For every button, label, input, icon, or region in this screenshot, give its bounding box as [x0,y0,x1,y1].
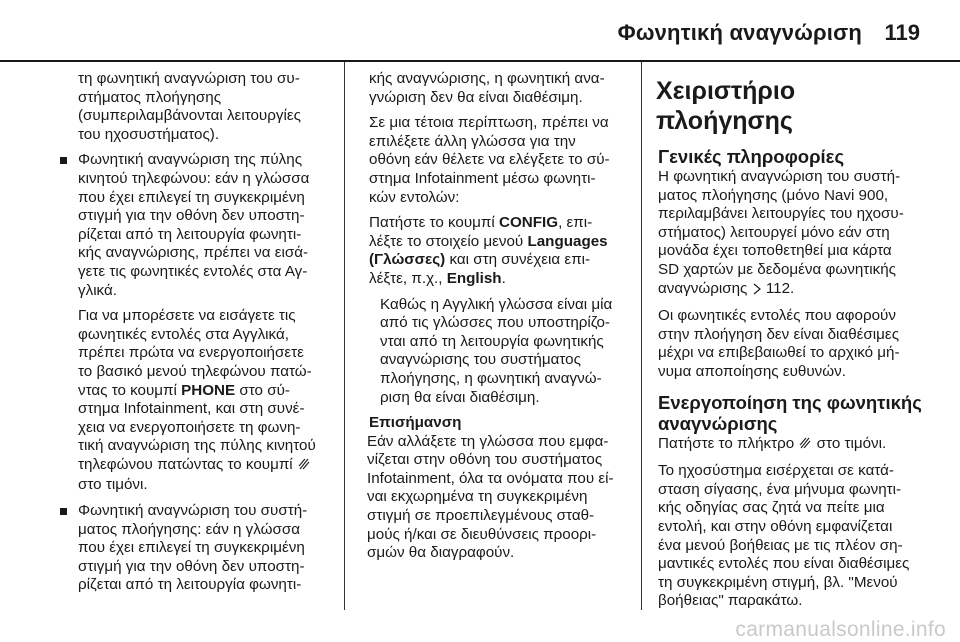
paragraph: Καθώς η Αγγλική γλώσσα είναι μία από τις γλώσσες που υποστηρίζο- νται από τη λειτουργία φωνητικής αναγνώρισης του συστήματος πλοήγησης, η φωνητική αναγνώ- ριση θα είναι διαθέσιμη. [380,295,613,406]
text: Η φωνητική αναγνώριση του συστή- ματος πλοήγησης (μόνο Navi 900, περιλαμβάνει λειτουργίες του ηχοσυ- στήματος) λειτουργεί μόνο εάν στη μονάδα έχει τοποθετηθεί μια κάρτα SD χαρτών με δεδομένα φωνητικής αναγνώρισης [658,168,904,297]
bullet-text: Φωνητική αναγνώριση του συστή- ματος πλοήγησης: εάν η γλώσσα που έχει επιλεγεί τη συγκεκριμένη στιγμή για την οθόνη δεν υποστη- ρίζεται από τη λειτουργία φωνητι- [78,502,308,594]
page-header-title: Φωνητική αναγνώριση [617,20,862,45]
paragraph [58,307,333,495]
bullet-text: Φωνητική αναγνώριση της πύλης κινητού τηλεφώνου: εάν η γλώσσα που έχει επιλεγεί τη συγκεκριμένη στιγμή για την οθόνη δεν υποστη- ρίζεται από τη λειτουργία φωνητι- κής αναγνώρισης, πρέπει να εισά- γετε τις φωνητικές εντολές στα Αγ- γλικά. [78,151,310,299]
voice-command-icon [297,457,311,477]
list-item [58,502,333,595]
text: Για να μπορέσετε να εισάγετε τις φωνητικές εντολές στα Αγγλικά, πρέπει πρώτα να ενεργοποιήσετε το βασικό μενού τηλεφώνου πατώ- ντας το κουμπί [78,307,312,399]
english-option-label: English [446,269,502,287]
paragraph: Το ηχοσύστημα εισέρχεται σε κατά- σταση σίγασης, ένα μήνυμα φωνητι- κής οδηγίας σας ζητά να πείτε μια εντολή, και στην οθόνη εμφανίζεται ένα μενού βοήθειας με τις πλέον ση- μαντικές εντολές που είναι διαθέσιμες τη συγκεκριμένη στιγμή, βλ. "Μενού βοήθειας" παρακάτω. [658,462,910,610]
subsection-heading: Γενικές πληροφορίες [658,146,845,167]
list-item [58,151,333,300]
phone-button-label: PHONE [181,381,236,399]
column-divider-1 [344,62,345,610]
text: στο τιμόνι. [812,434,887,452]
text: . [501,269,506,287]
paragraph: τη φωνητική αναγνώριση του συ- στήματος πλοήγησης (συμπεριλαμβάνονται λειτουργίες του ηχοσυστήματος). [78,70,301,143]
paragraph: Σε μια τέτοια περίπτωση, πρέπει να επιλέξετε άλλη γλώσσα για την οθόνη εάν θέλετε να ελέγξετε το σύ- στημα Infotainment μέσω φωνητι- κών εντολών: [369,114,610,206]
paragraph [658,168,938,300]
note-body: Εάν αλλάξετε τη γλώσσα που εμφα- νίζεται στην οθόνη του συστήματος Infotainment, όλα τα ονόματα που εί- ναι εκχωρημένα τη συγκεκριμένη στιγμή σε προεπιλεγμένους σταθ- μούς ή/και σε διευθύνσεις προορι- σμών θα διαγραφούν. [367,432,614,562]
column-1 [58,70,333,602]
bullet-square-icon [60,157,67,164]
text: , επι- λέξτε το στοιχείο μενού [369,214,593,250]
languages-menu-label: Languages (Γλώσσες) [369,232,608,269]
column-divider-2 [641,62,642,610]
page-reference-arrow-icon [752,282,762,301]
watermark-text: carmanualsonline.info [735,618,946,641]
note-heading: Επισήμανση [369,414,462,432]
paragraph [369,214,631,288]
text: και στη συνέχεια επι- λέξτε, π.χ., [369,251,591,287]
section-title: Χειριστήριο πλοήγησης [656,77,796,135]
config-button-label: CONFIG [499,214,559,232]
voice-command-icon [798,436,812,456]
paragraph: Οι φωνητικές εντολές που αφορούν στην πλοήγηση δεν είναι διαθέσιμες μέχρι να επιβεβαιωθεί το αρχικό μή- νυμα αποποίησης ευθυνών. [658,307,900,380]
text: στο σύ- στημα Infotainment, και στη συνέ- χεια να ενεργοποιήσετε τη φωνη- τική αναγνώριση της πύλης κινητού τηλεφώνου πατώντας το κουμπί [78,381,316,473]
column-3 [658,76,938,618]
paragraph [658,435,938,456]
text: Πατήστε το πλήκτρο [658,434,799,452]
bullet-square-icon [60,508,67,515]
header-rule [0,60,960,62]
paragraph: κής αναγνώρισης, η φωνητική ανα- γνώριση δεν θα είναι διαθέσιμη. [369,70,605,106]
text: Πατήστε το κουμπί [369,214,499,232]
column-2 [369,70,631,570]
subsection-heading: Ενεργοποίηση της φωνητικής αναγνώρισης [658,391,922,434]
page-number: 119 [884,20,920,45]
page-reference: 112. [765,279,795,297]
text: στο τιμόνι. [78,476,148,494]
